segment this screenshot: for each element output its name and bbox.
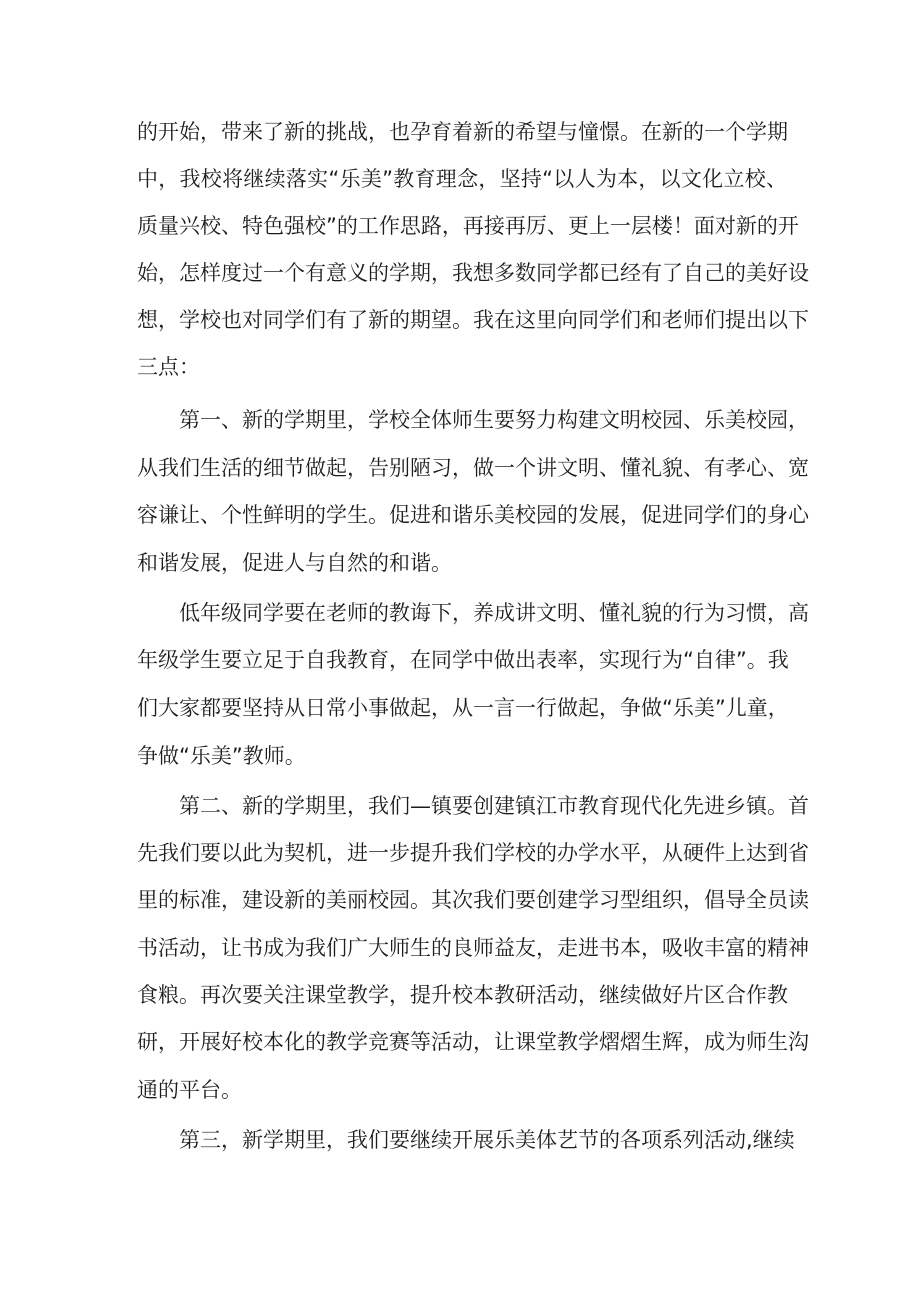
- text-line: 通的平台。: [137, 1078, 242, 1102]
- text-line: 质量兴校、特色强校”的工作思路，再接再厉、更上一层楼！面对新的开: [137, 214, 799, 238]
- text-line: 低年级同学要在老师的教诲下，养成讲文明、懂礼貌的行为习惯，高: [137, 601, 809, 625]
- text-line: 想，学校也对同学们有了新的期望。我在这里向同学们和老师们提出以下: [137, 308, 809, 332]
- text-line: 的开始，带来了新的挑战，也孕育着新的希望与憧憬。在新的一个学期: [137, 120, 788, 144]
- text-line: 食粮。再次要关注课堂教学，提升校本教研活动，继续做好片区合作教: [137, 983, 788, 1007]
- text-line: 第一、新的学期里，学校全体师生要努力构建文明校园、乐美校园，: [137, 408, 809, 432]
- text-line: 三点：: [137, 355, 200, 379]
- text-line: 年级学生要立足于自我教育，在同学中做出表率，实现行为“自律”。我: [137, 648, 789, 672]
- text-line: 研，开展好校本化的教学竞赛等活动，让课堂教学熠熠生辉，成为师生沟: [137, 1030, 809, 1054]
- text-line: 第三，新学期里，我们要继续开展乐美体艺节的各项系列活动,继续: [137, 1128, 795, 1152]
- text-line: 书活动，让书成为我们广大师生的良师益友，走进书本，吸收丰富的精神: [137, 936, 809, 960]
- text-line: 和谐发展，促进人与自然的和谐。: [137, 551, 452, 575]
- text-line: 争做“乐美”教师。: [137, 744, 306, 768]
- text-line: 容谦让、个性鲜明的学生。促进和谐乐美校园的发展，促进同学们的身心: [137, 503, 809, 527]
- text-line: 中，我校将继续落实“乐美”教育理念，坚持“以人为本，以文化立校、: [137, 167, 787, 191]
- text-line: 们大家都要坚持从日常小事做起，从一言一行做起，争做“乐美”儿童，: [137, 696, 789, 720]
- text-line: 里的标准，建设新的美丽校园。其次我们要创建学习型组织，倡导全员读: [137, 888, 809, 912]
- text-line: 先我们要以此为契机，进一步提升我们学校的办学水平，从硬件上达到省: [137, 841, 809, 865]
- text-line: 第二、新的学期里，我们—镇要创建镇江市教育现代化先进乡镇。首: [137, 794, 809, 818]
- text-line: 始，怎样度过一个有意义的学期，我想多数同学都已经有了自己的美好设: [137, 261, 809, 285]
- text-line: 从我们生活的细节做起，告别陋习，做一个讲文明、懂礼貌、有孝心、宽: [137, 456, 809, 480]
